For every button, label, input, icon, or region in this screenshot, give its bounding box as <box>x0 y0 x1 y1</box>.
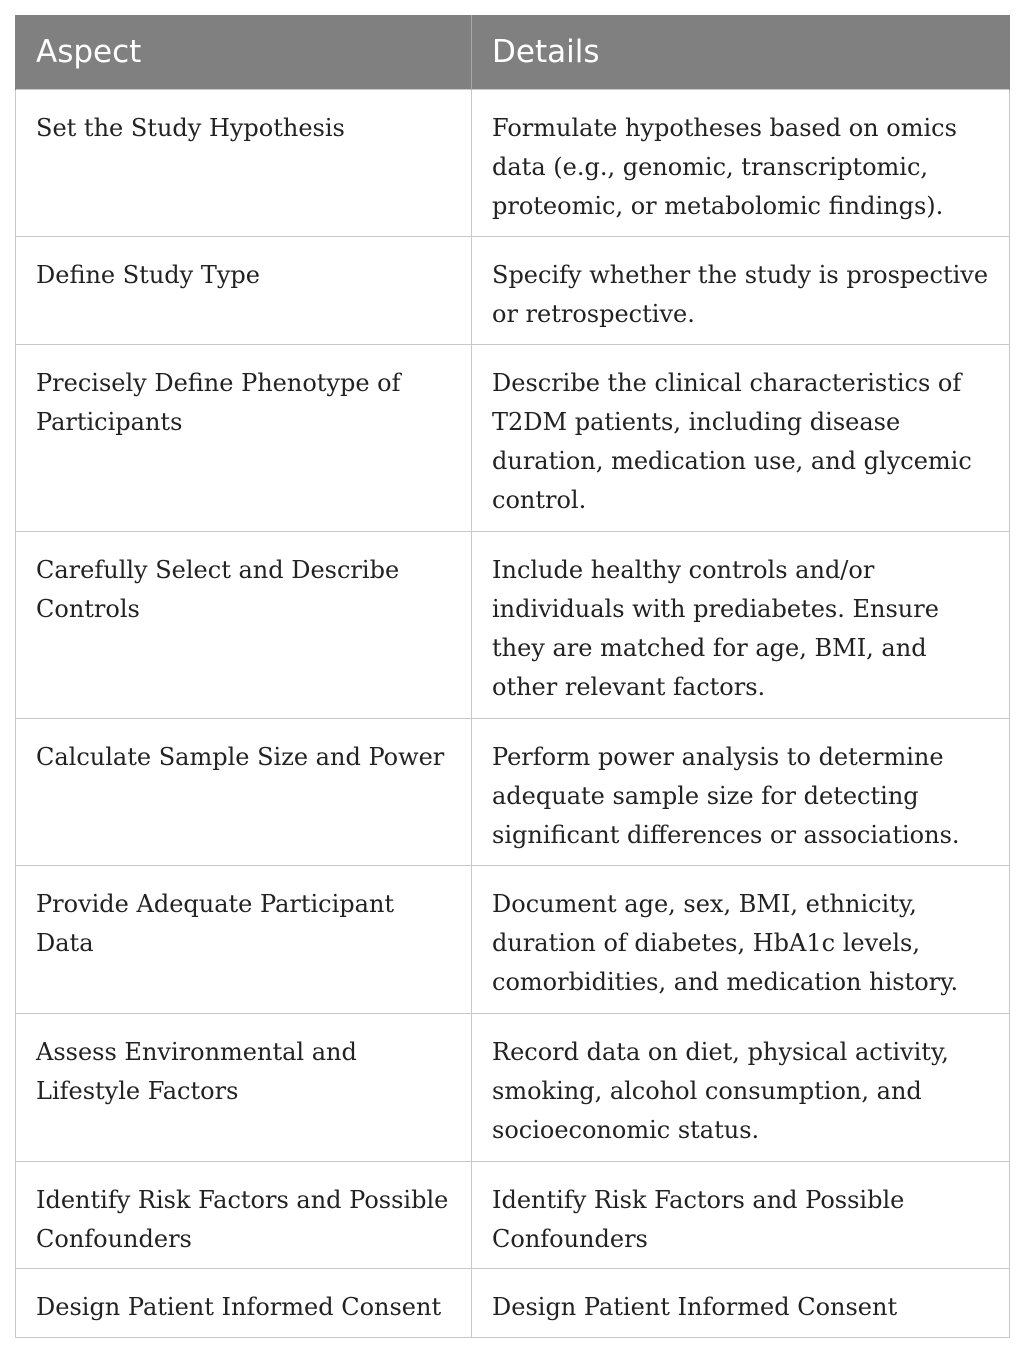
details-cell: Describe the clinical characteristics of T2DM patients, including disease duration, medication use, and glycemic control. <box>472 345 1010 532</box>
table-header <box>16 15 1010 90</box>
details-cell: Record data on diet, physical activity, smoking, alcohol consumption, and socioeconomic status. <box>472 1014 1010 1162</box>
aspect-cell: Calculate Sample Size and Power <box>16 719 472 866</box>
column-header-aspect: Aspect <box>16 15 472 90</box>
details-cell: Perform power analysis to determine adequate sample size for detecting significant differences or associations. <box>472 719 1010 866</box>
details-cell: Identify Risk Factors and Possible Confounders <box>472 1162 1010 1269</box>
study-design-table <box>15 15 1010 1338</box>
details-cell: Design Patient Informed Consent <box>472 1269 1010 1338</box>
aspect-cell: Define Study Type <box>16 237 472 345</box>
column-header-details: Details <box>472 15 1010 90</box>
aspect-cell: Precisely Define Phenotype of Participants <box>16 345 472 532</box>
study-design-table-container <box>15 15 1009 1338</box>
details-cell: Include healthy controls and/or individuals with prediabetes. Ensure they are matched for age, BMI, and other relevant factors. <box>472 532 1010 719</box>
table-body <box>16 90 1010 1338</box>
aspect-cell: Provide Adequate Participant Data <box>16 866 472 1014</box>
table-row <box>16 345 1010 532</box>
details-cell: Formulate hypotheses based on omics data (e.g., genomic, transcriptomic, proteomic, or metabolomic findings). <box>472 90 1010 237</box>
table-row <box>16 866 1010 1014</box>
table-row <box>16 719 1010 866</box>
aspect-cell: Identify Risk Factors and Possible Confounders <box>16 1162 472 1269</box>
table-row <box>16 1269 1010 1338</box>
table-row <box>16 1014 1010 1162</box>
aspect-cell: Carefully Select and Describe Controls <box>16 532 472 719</box>
details-cell: Specify whether the study is prospective or retrospective. <box>472 237 1010 345</box>
table-row <box>16 532 1010 719</box>
details-cell: Document age, sex, BMI, ethnicity, duration of diabetes, HbA1c levels, comorbidities, and medication history. <box>472 866 1010 1014</box>
table-row <box>16 1162 1010 1269</box>
table-row <box>16 237 1010 345</box>
aspect-cell: Assess Environmental and Lifestyle Factors <box>16 1014 472 1162</box>
aspect-cell: Set the Study Hypothesis <box>16 90 472 237</box>
aspect-cell: Design Patient Informed Consent <box>16 1269 472 1338</box>
header-row <box>16 15 1010 90</box>
table-row <box>16 90 1010 237</box>
